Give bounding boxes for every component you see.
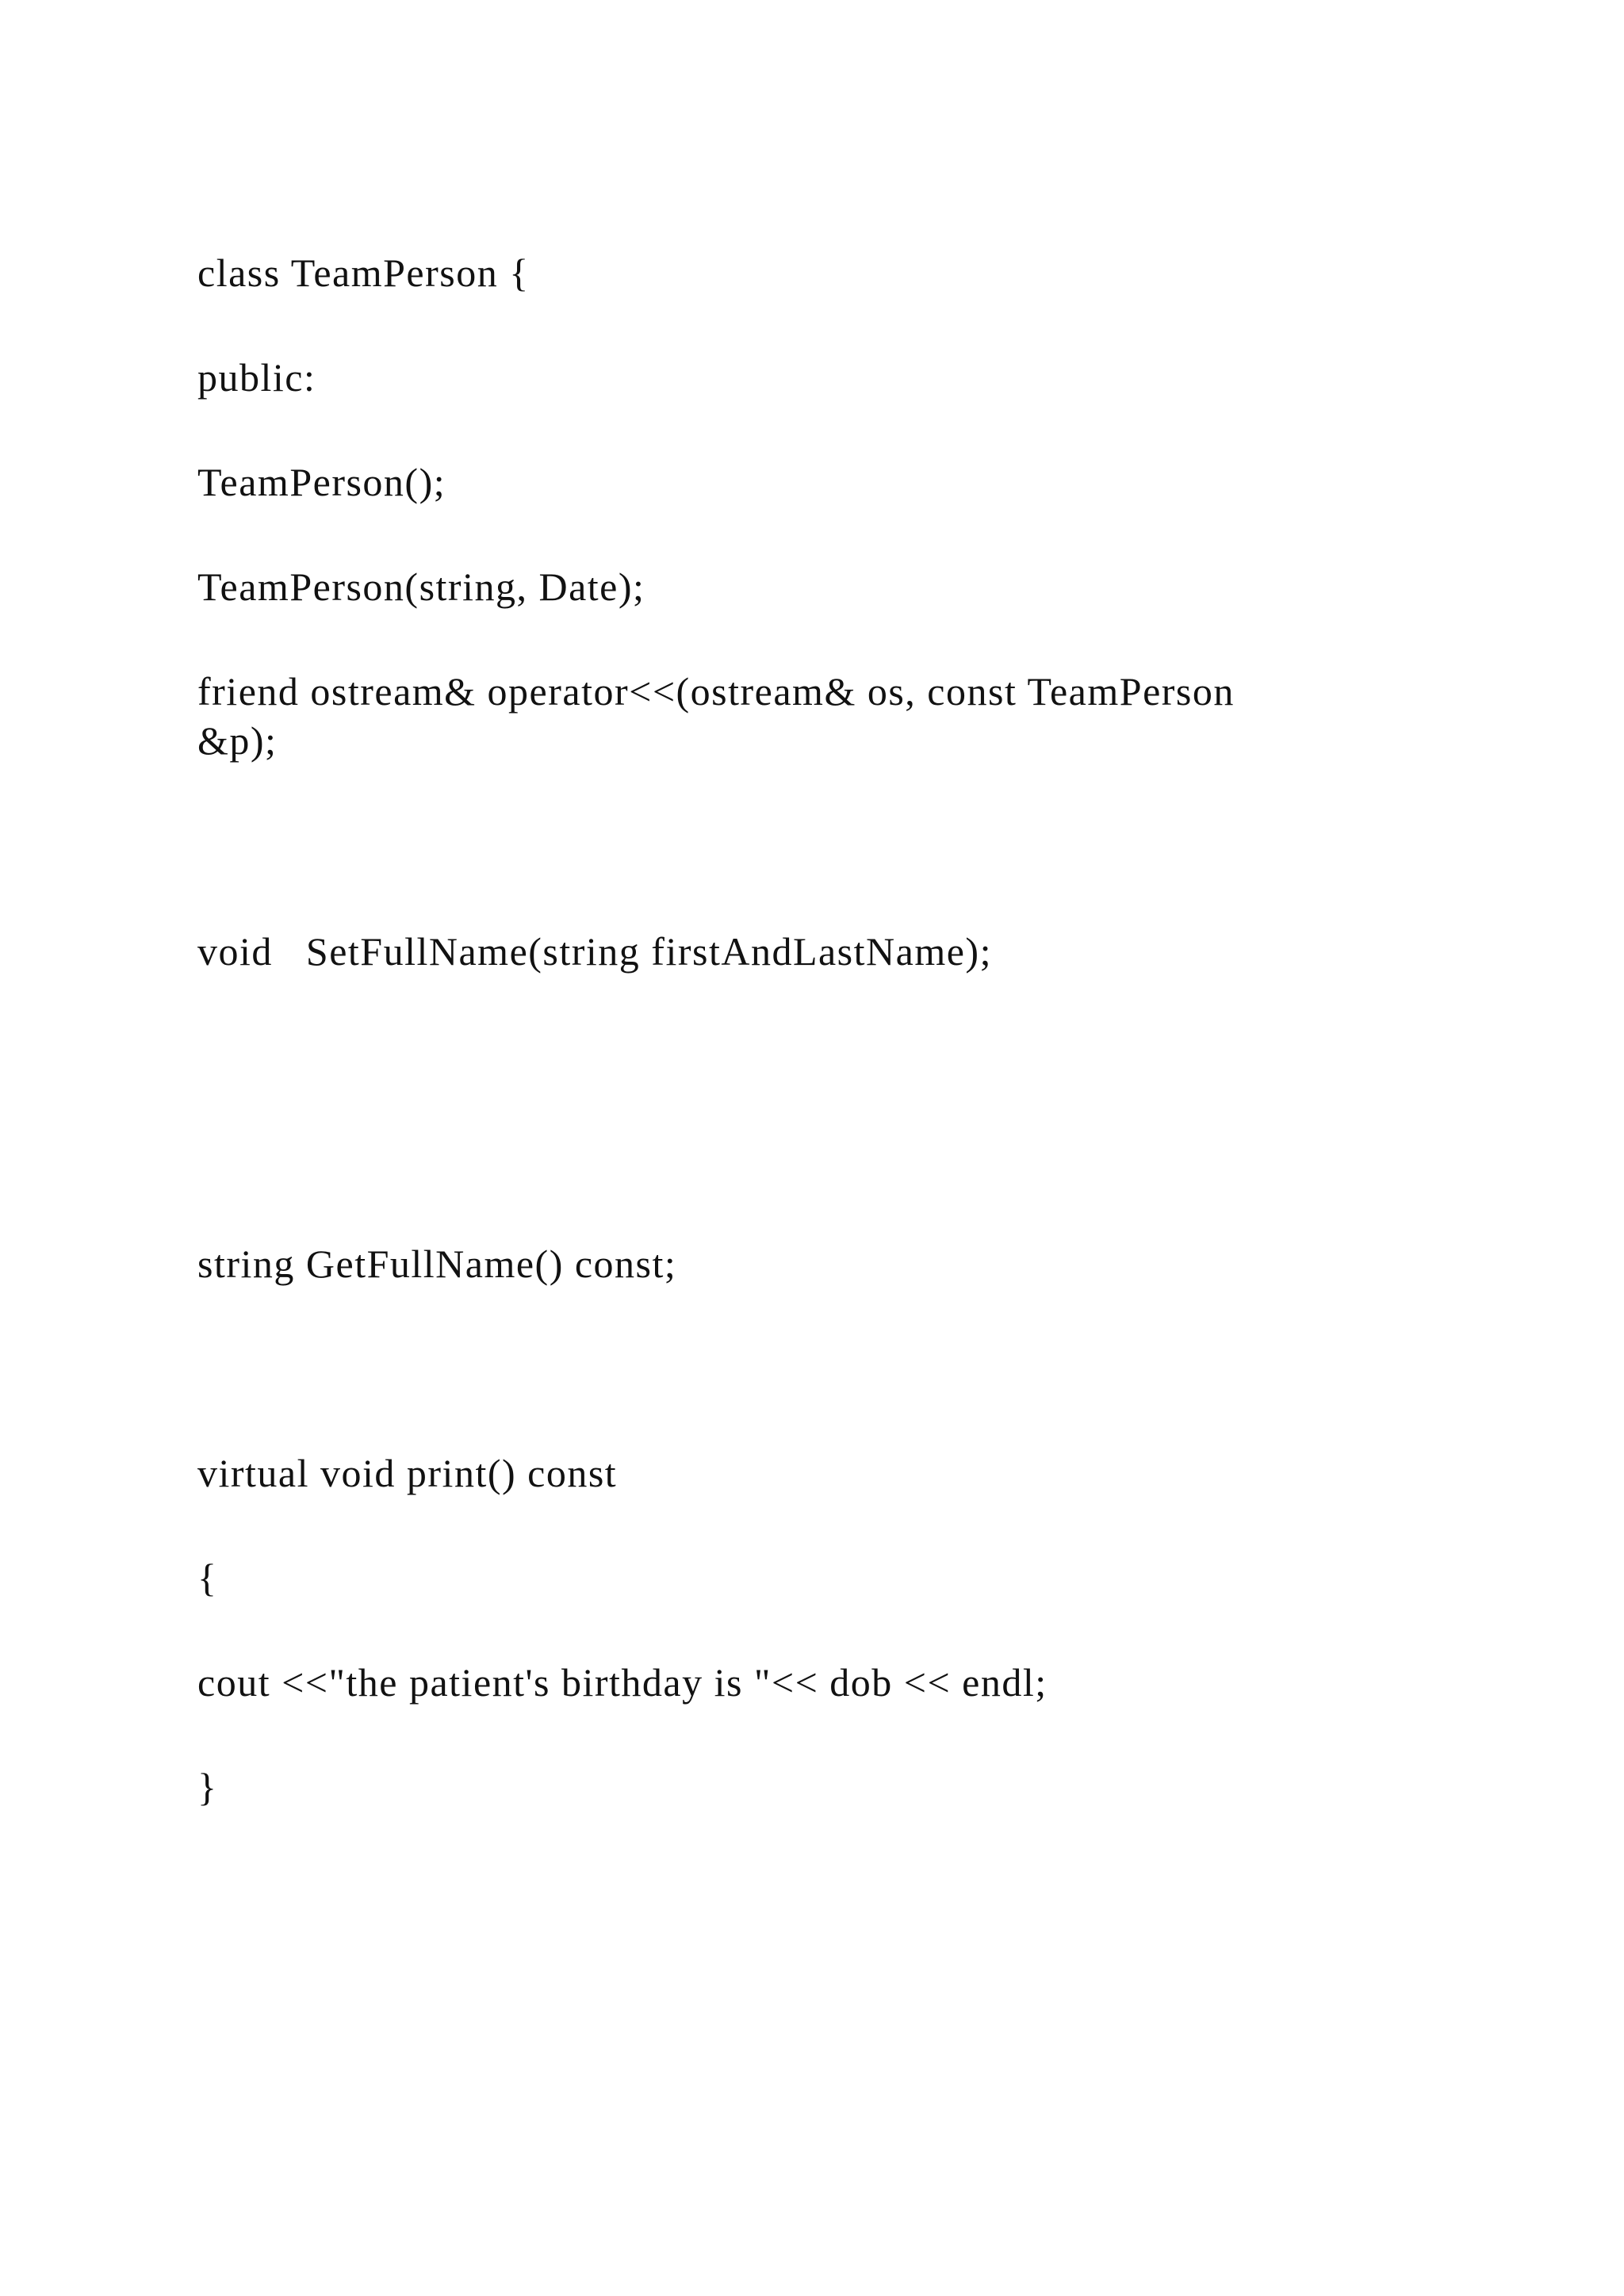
code-line-friend-operator-cont: &p); <box>197 718 278 763</box>
code-line-cout-statement: cout <<"the patient's birthday is "<< dob << endl; <box>197 1660 1048 1705</box>
code-line-open-brace: { <box>197 1556 218 1600</box>
code-line-close-brace: } <box>197 1765 218 1809</box>
code-line-default-constructor: TeamPerson(); <box>197 460 446 504</box>
code-line-class-declaration: class TeamPerson { <box>197 251 530 295</box>
code-line-virtual-print: virtual void print() const <box>197 1451 618 1495</box>
code-line-public-specifier: public: <box>197 355 316 400</box>
code-line-get-full-name: string GetFullName() const; <box>197 1242 677 1286</box>
code-line-set-full-name: void SetFullName(string firstAndLastName); <box>197 929 992 974</box>
code-line-friend-operator: friend ostream& operator<<(ostream& os, const TeamPerson <box>197 669 1235 714</box>
code-line-param-constructor: TeamPerson(string, Date); <box>197 564 645 609</box>
